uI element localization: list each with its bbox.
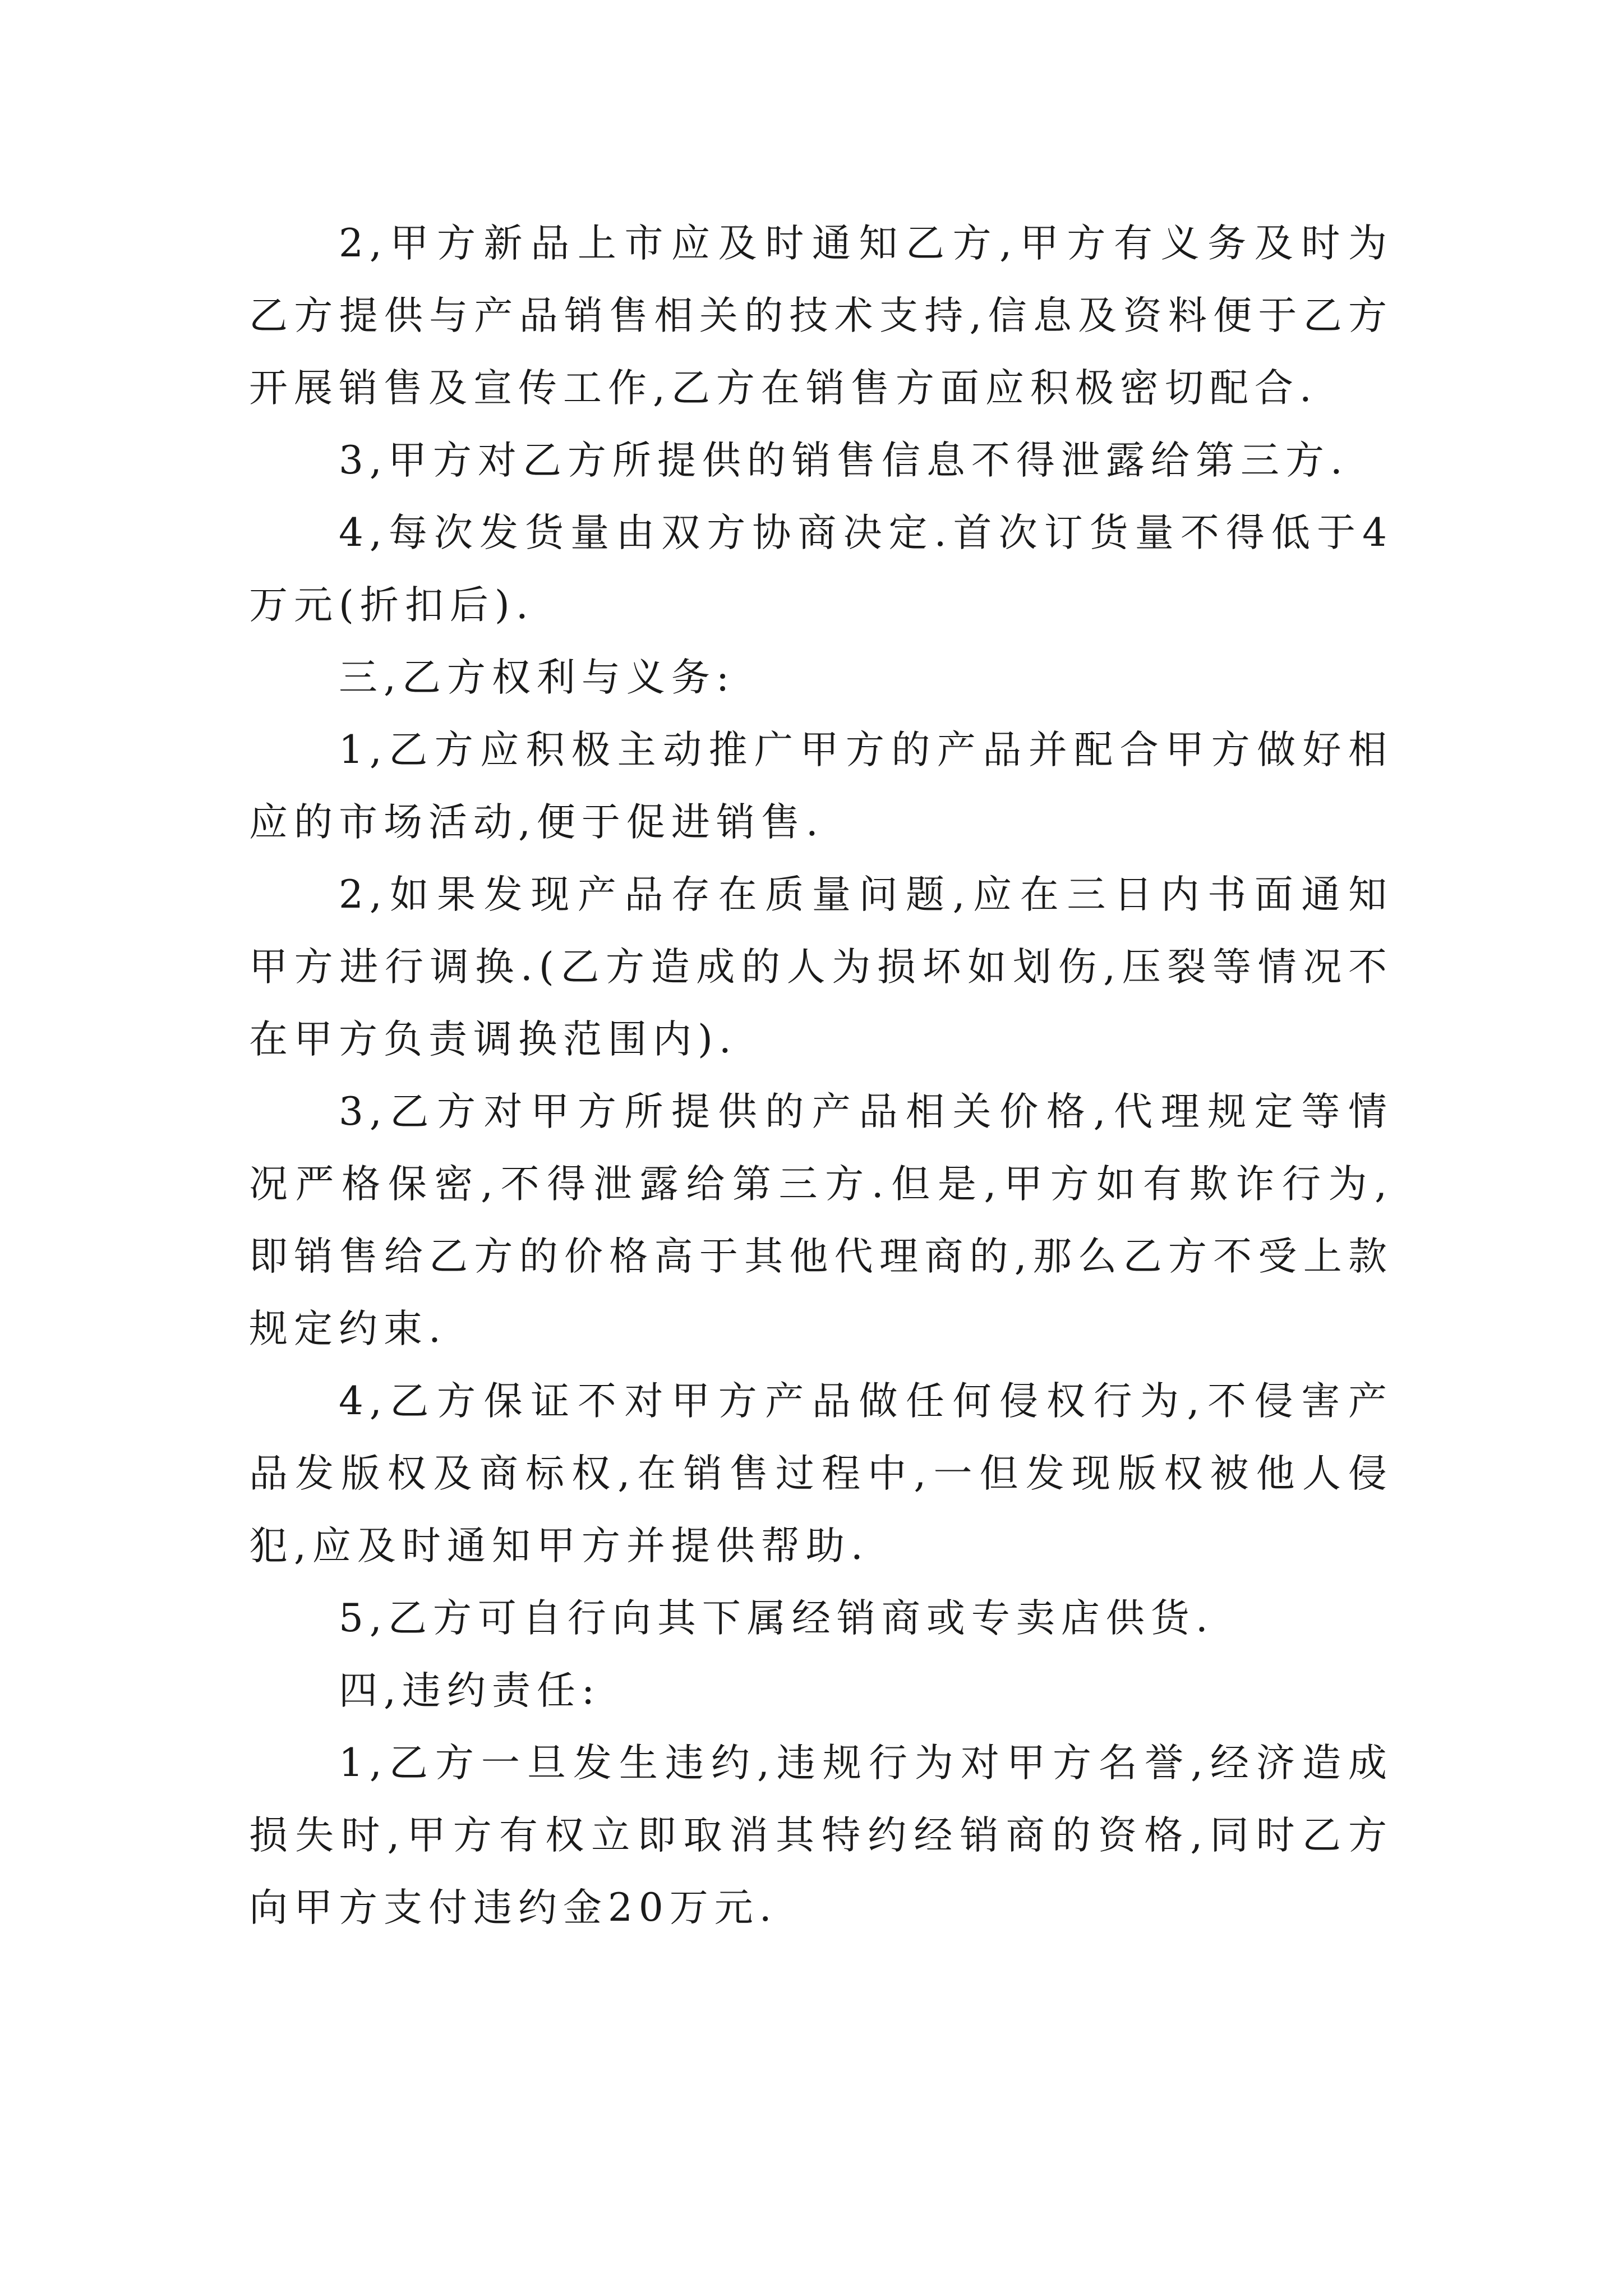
paragraph-new-product-notice: 2,甲方新品上市应及时通知乙方,甲方有义务及时为乙方提供与产品销售相关的技术支持,信息及资料便于乙方开展销售及宣传工作,乙方在销售方面应积极密切配合. xyxy=(249,221,1393,411)
paragraph-supply: 5,乙方可自行向其下属经销商或专卖店供货. xyxy=(339,1596,1214,1641)
section-heading-breach-liability: 四,违约责任: xyxy=(339,1668,601,1713)
document-body xyxy=(249,208,1393,1944)
section-heading-party-b-rights: 三,乙方权利与义务: xyxy=(339,655,736,700)
paragraph-breach-penalty: 1,乙方一旦发生违约,违规行为对甲方名誉,经济造成损失时,甲方有权立即取消其特约经销商的资格,同时乙方向甲方支付违约金20万元. xyxy=(249,1741,1393,1930)
paragraph-price-confidentiality: 3,乙方对甲方所提供的产品相关价格,代理规定等情况严格保密,不得泄露给第三方.但是,甲方如有欺诈行为,即销售给乙方的价格高于其他代理商的,那么乙方不受上款规定约束. xyxy=(249,1089,1393,1351)
paragraph-promotion: 1,乙方应积极主动推广甲方的产品并配合甲方做好相应的市场活动,便于促进销售. xyxy=(249,728,1393,845)
paragraph-infringement: 4,乙方保证不对甲方产品做任何侵权行为,不侵害产品发版权及商标权,在销售过程中,一但发现版权被他人侵犯,应及时通知甲方并提供帮助. xyxy=(249,1379,1393,1568)
paragraph-order-quantity: 4,每次发货量由双方协商决定.首次订货量不得低于4万元(折扣后). xyxy=(249,510,1393,628)
paragraph-confidentiality-party-a: 3,甲方对乙方所提供的销售信息不得泄露给第三方. xyxy=(339,438,1349,483)
paragraph-quality-issues: 2,如果发现产品存在质量问题,应在三日内书面通知甲方进行调换.(乙方造成的人为损坏如划伤,压裂等情况不在甲方负责调换范围内). xyxy=(249,872,1393,1062)
